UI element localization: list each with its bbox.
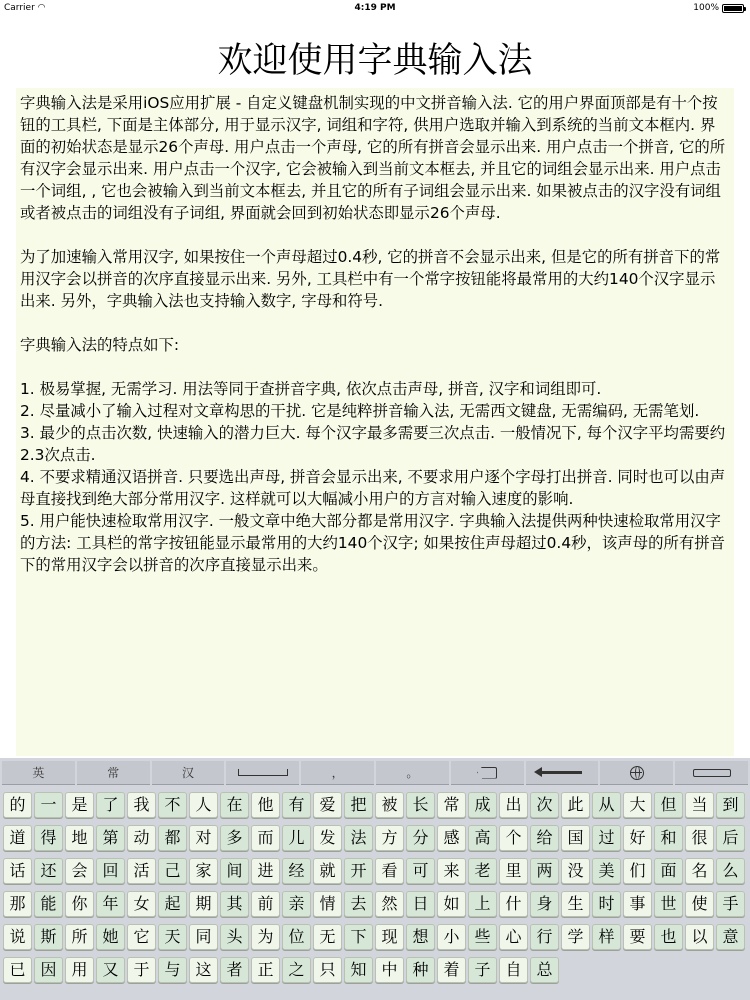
character-key[interactable]: 着	[437, 957, 466, 983]
character-key[interactable]: 儿	[282, 825, 311, 851]
character-key[interactable]: 得	[34, 825, 63, 851]
character-key[interactable]: 因	[34, 957, 63, 983]
character-key[interactable]: 为	[251, 924, 280, 950]
character-key[interactable]: 世	[654, 891, 683, 917]
character-key[interactable]: 没	[561, 858, 590, 884]
character-key[interactable]: 情	[313, 891, 342, 917]
character-key[interactable]: 然	[375, 891, 404, 917]
character-key[interactable]: 人	[189, 792, 218, 818]
character-key[interactable]: 么	[716, 858, 745, 884]
character-key[interactable]: 很	[685, 825, 714, 851]
character-key[interactable]: 无	[313, 924, 342, 950]
character-key[interactable]: 们	[623, 858, 652, 884]
character-key[interactable]: 些	[468, 924, 497, 950]
character-key[interactable]: 常	[437, 792, 466, 818]
wifi-icon: ◠	[37, 3, 46, 13]
character-key[interactable]: 那	[3, 891, 32, 917]
character-key[interactable]: 成	[468, 792, 497, 818]
character-key[interactable]: 样	[592, 924, 621, 950]
character-key[interactable]: 什	[499, 891, 528, 917]
character-key[interactable]: 者	[220, 957, 249, 983]
character-key[interactable]: 子	[468, 957, 497, 983]
toolbar-hide-keyboard-button[interactable]	[675, 761, 748, 785]
character-key[interactable]: 下	[344, 924, 373, 950]
character-key[interactable]: 多	[220, 825, 249, 851]
character-key[interactable]: 斯	[34, 924, 63, 950]
character-key[interactable]: 身	[530, 891, 559, 917]
character-key[interactable]: 感	[437, 825, 466, 851]
character-key[interactable]: 知	[344, 957, 373, 983]
character-key[interactable]: 于	[127, 957, 156, 983]
character-key[interactable]: 能	[34, 891, 63, 917]
character-key[interactable]: 一	[34, 792, 63, 818]
character-key[interactable]: 但	[654, 792, 683, 818]
toolbar-return-button[interactable]	[526, 761, 599, 785]
character-key[interactable]: 有	[282, 792, 311, 818]
character-key[interactable]: 是	[65, 792, 94, 818]
character-key[interactable]: 总	[530, 957, 559, 983]
character-key[interactable]: 的	[3, 792, 32, 818]
character-key[interactable]: 老	[468, 858, 497, 884]
feature-item: 4. 不要求精通汉语拼音. 只要选出声母, 拼音会显示出来, 不要求用户逐个字母打出拼音. 同时也可以由声母直接找到绝大部分常用汉字. 这样就可以大幅减小用户的方言对输入速度的影响.	[20, 468, 726, 508]
toolbar-delete-button[interactable]	[451, 761, 524, 785]
instructions-text-view[interactable]	[16, 88, 734, 756]
dictionary-keyboard	[0, 758, 750, 1000]
toolbar-english-button[interactable]	[2, 761, 75, 785]
character-key[interactable]: 要	[623, 924, 652, 950]
space-icon	[238, 769, 288, 776]
character-key[interactable]: 亲	[282, 891, 311, 917]
character-key[interactable]: 回	[96, 858, 125, 884]
character-key[interactable]: 与	[158, 957, 187, 983]
return-arrow-icon	[542, 771, 582, 774]
character-key[interactable]: 如	[437, 891, 466, 917]
character-key[interactable]: 国	[561, 825, 590, 851]
character-key[interactable]: 以	[685, 924, 714, 950]
feature-item: 1. 极易掌握, 无需学习. 用法等同于查拼音字典, 依次点击声母, 拼音, 汉字和词组即可.	[20, 380, 602, 398]
toolbar-button-label: 。	[406, 766, 419, 780]
character-key[interactable]: 话	[3, 858, 32, 884]
character-key[interactable]: 第	[96, 825, 125, 851]
character-key[interactable]: 对	[189, 825, 218, 851]
character-key[interactable]: 去	[344, 891, 373, 917]
character-key[interactable]: 日	[406, 891, 435, 917]
character-key[interactable]: 经	[282, 858, 311, 884]
character-key[interactable]: 两	[530, 858, 559, 884]
character-key[interactable]: 动	[127, 825, 156, 851]
character-key[interactable]: 和	[654, 825, 683, 851]
character-key[interactable]: 之	[282, 957, 311, 983]
character-key[interactable]: 里	[499, 858, 528, 884]
delete-icon	[477, 767, 497, 779]
character-key[interactable]: 此	[561, 792, 590, 818]
character-key[interactable]: 可	[406, 858, 435, 884]
character-key[interactable]: 活	[127, 858, 156, 884]
character-key[interactable]: 给	[530, 825, 559, 851]
character-key[interactable]: 期	[189, 891, 218, 917]
character-key[interactable]: 又	[96, 957, 125, 983]
character-key[interactable]: 看	[375, 858, 404, 884]
character-key[interactable]: 事	[623, 891, 652, 917]
character-key[interactable]: 用	[65, 957, 94, 983]
character-key[interactable]: 名	[685, 858, 714, 884]
character-key[interactable]: 年	[96, 891, 125, 917]
character-key[interactable]: 起	[158, 891, 187, 917]
features-heading: 字典输入法的特点如下:	[20, 336, 180, 354]
toolbar-globe-button[interactable]	[600, 761, 673, 785]
character-key[interactable]: 女	[127, 891, 156, 917]
battery-icon	[722, 4, 744, 13]
character-key[interactable]: 从	[592, 792, 621, 818]
toolbar-button-label: 常	[107, 766, 120, 780]
character-key[interactable]: 自	[499, 957, 528, 983]
character-key[interactable]: 时	[592, 891, 621, 917]
keyboard-icon	[693, 769, 731, 777]
character-key[interactable]: 手	[716, 891, 745, 917]
toolbar-space-button[interactable]	[226, 761, 299, 785]
character-key[interactable]: 大	[623, 792, 652, 818]
character-key[interactable]: 过	[592, 825, 621, 851]
character-key[interactable]: 小	[437, 924, 466, 950]
status-bar	[0, 0, 750, 16]
character-key[interactable]: 只	[313, 957, 342, 983]
character-key[interactable]: 我	[127, 792, 156, 818]
character-key[interactable]: 想	[406, 924, 435, 950]
character-key[interactable]: 个	[499, 825, 528, 851]
keyboard-toolbar	[0, 761, 750, 785]
feature-item: 3. 最少的点击次数, 快速输入的潜力巨大. 每个汉字最多需要三次点击. 一般情况下, 每个汉字平均需要约2.3次点击.	[20, 424, 726, 464]
toolbar-button-label: ，	[331, 766, 344, 780]
character-key[interactable]: 了	[96, 792, 125, 818]
globe-icon	[630, 766, 644, 780]
character-key[interactable]: 心	[499, 924, 528, 950]
toolbar-comma-button[interactable]	[301, 761, 374, 785]
character-key[interactable]: 分	[406, 825, 435, 851]
character-key[interactable]: 前	[251, 891, 280, 917]
character-key[interactable]: 当	[685, 792, 714, 818]
character-key[interactable]: 她	[96, 924, 125, 950]
character-key[interactable]: 次	[530, 792, 559, 818]
character-key[interactable]: 中	[375, 957, 404, 983]
character-key[interactable]: 种	[406, 957, 435, 983]
character-key[interactable]: 学	[561, 924, 590, 950]
character-key[interactable]: 就	[313, 858, 342, 884]
character-key[interactable]: 使	[685, 891, 714, 917]
character-key[interactable]: 好	[623, 825, 652, 851]
character-key[interactable]: 在	[220, 792, 249, 818]
toolbar-button-label: 汉	[181, 766, 194, 780]
character-key[interactable]: 把	[344, 792, 373, 818]
battery-percent: 100%	[693, 3, 719, 13]
character-key[interactable]: 会	[65, 858, 94, 884]
character-key[interactable]: 来	[437, 858, 466, 884]
intro-paragraph: 字典输入法是采用iOS应用扩展 - 自定义键盘机制实现的中文拼音输入法. 它的用户界面顶部是有十个按钮的工具栏, 下面是主体部分, 用于显示汉字, 词组和字符, 供用户选取并输入到系统的当前文本框内. 界面的初始状态是显示26个声母. 用户点击一个声母, 它的所有拼音会显示出来. 用户点击一个拼音, 它的所有汉字会显示出来. 用户点击一个汉字, 它会被输入到当前文本框去, 并且它的词组会显示出来. 用户点击一个词组, , 它也会被输入到当前文本框去, 并且它的所有子词组会显示出来. 如果被点击的汉字没有词组或者被点击的词组没有子词组, 界面就会回到初始状态即显示26个声母.	[20, 94, 726, 222]
character-key[interactable]: 法	[344, 825, 373, 851]
page-title: 欢迎使用字典输入法	[217, 41, 533, 81]
character-key[interactable]: 说	[3, 924, 32, 950]
character-key[interactable]: 同	[189, 924, 218, 950]
character-key[interactable]: 高	[468, 825, 497, 851]
character-key[interactable]: 出	[499, 792, 528, 818]
toolbar-period-button[interactable]	[376, 761, 449, 785]
character-key[interactable]: 道	[3, 825, 32, 851]
character-key[interactable]: 到	[716, 792, 745, 818]
character-key[interactable]: 地	[65, 825, 94, 851]
character-key[interactable]: 家	[189, 858, 218, 884]
toolbar-chinese-button[interactable]	[152, 761, 225, 785]
toolbar-button-label: 英	[32, 766, 45, 780]
toolbar-common-button[interactable]	[77, 761, 150, 785]
character-key[interactable]: 所	[65, 924, 94, 950]
battery-status	[693, 0, 744, 16]
speedup-paragraph: 为了加速输入常用汉字, 如果按住一个声母超过0.4秒, 它的拼音不会显示出来, 但是它的所有拼音下的常用汉字会以拼音的次序直接显示出来. 另外, 工具栏中有一个常字按钮能将最常用的大约140个汉字显示出来. 另外，字典输入法也支持输入数字, 字母和符号.	[20, 248, 721, 310]
character-key[interactable]: 它	[127, 924, 156, 950]
character-key[interactable]: 方	[375, 825, 404, 851]
character-key[interactable]: 已	[3, 957, 32, 983]
character-key[interactable]: 面	[654, 858, 683, 884]
character-key[interactable]: 他	[251, 792, 280, 818]
character-key[interactable]: 美	[592, 858, 621, 884]
character-key[interactable]: 生	[561, 891, 590, 917]
character-key[interactable]: 爱	[313, 792, 342, 818]
character-key[interactable]: 天	[158, 924, 187, 950]
character-key[interactable]: 都	[158, 825, 187, 851]
character-key[interactable]: 上	[468, 891, 497, 917]
character-key[interactable]: 间	[220, 858, 249, 884]
character-key[interactable]: 你	[65, 891, 94, 917]
character-key[interactable]: 这	[189, 957, 218, 983]
character-key[interactable]: 位	[282, 924, 311, 950]
character-key[interactable]: 正	[251, 957, 280, 983]
character-key[interactable]: 头	[220, 924, 249, 950]
character-key[interactable]: 后	[716, 825, 745, 851]
status-time: 4:19 PM	[354, 3, 396, 13]
character-key[interactable]: 还	[34, 858, 63, 884]
character-key[interactable]: 长	[406, 792, 435, 818]
feature-item: 2. 尽量减小了输入过程对文章构思的干扰. 它是纯粹拼音输入法, 无需西文键盘, 无需编码, 无需笔划.	[20, 402, 700, 420]
character-key[interactable]: 开	[344, 858, 373, 884]
feature-item: 5. 用户能快速检取常用汉字. 一般文章中绝大部分都是常用汉字. 字典输入法提供两种快速检取常用汉字的方法: 工具栏的常字按钮能显示最常用的大约140个汉字; 如果按住声母超过0.4秒，该声母的所有拼音下的常用汉字会以拼音的次序直接显示出来。	[20, 512, 726, 574]
character-key[interactable]: 不	[158, 792, 187, 818]
character-key[interactable]: 行	[530, 924, 559, 950]
character-key[interactable]: 现	[375, 924, 404, 950]
carrier-label: Carrier ◠	[4, 3, 46, 13]
character-key[interactable]: 被	[375, 792, 404, 818]
character-key[interactable]: 而	[251, 825, 280, 851]
character-key[interactable]: 发	[313, 825, 342, 851]
character-key[interactable]: 意	[716, 924, 745, 950]
character-grid	[3, 792, 747, 983]
character-key[interactable]: 其	[220, 891, 249, 917]
character-key[interactable]: 进	[251, 858, 280, 884]
character-key[interactable]: 也	[654, 924, 683, 950]
character-key[interactable]: 己	[158, 858, 187, 884]
